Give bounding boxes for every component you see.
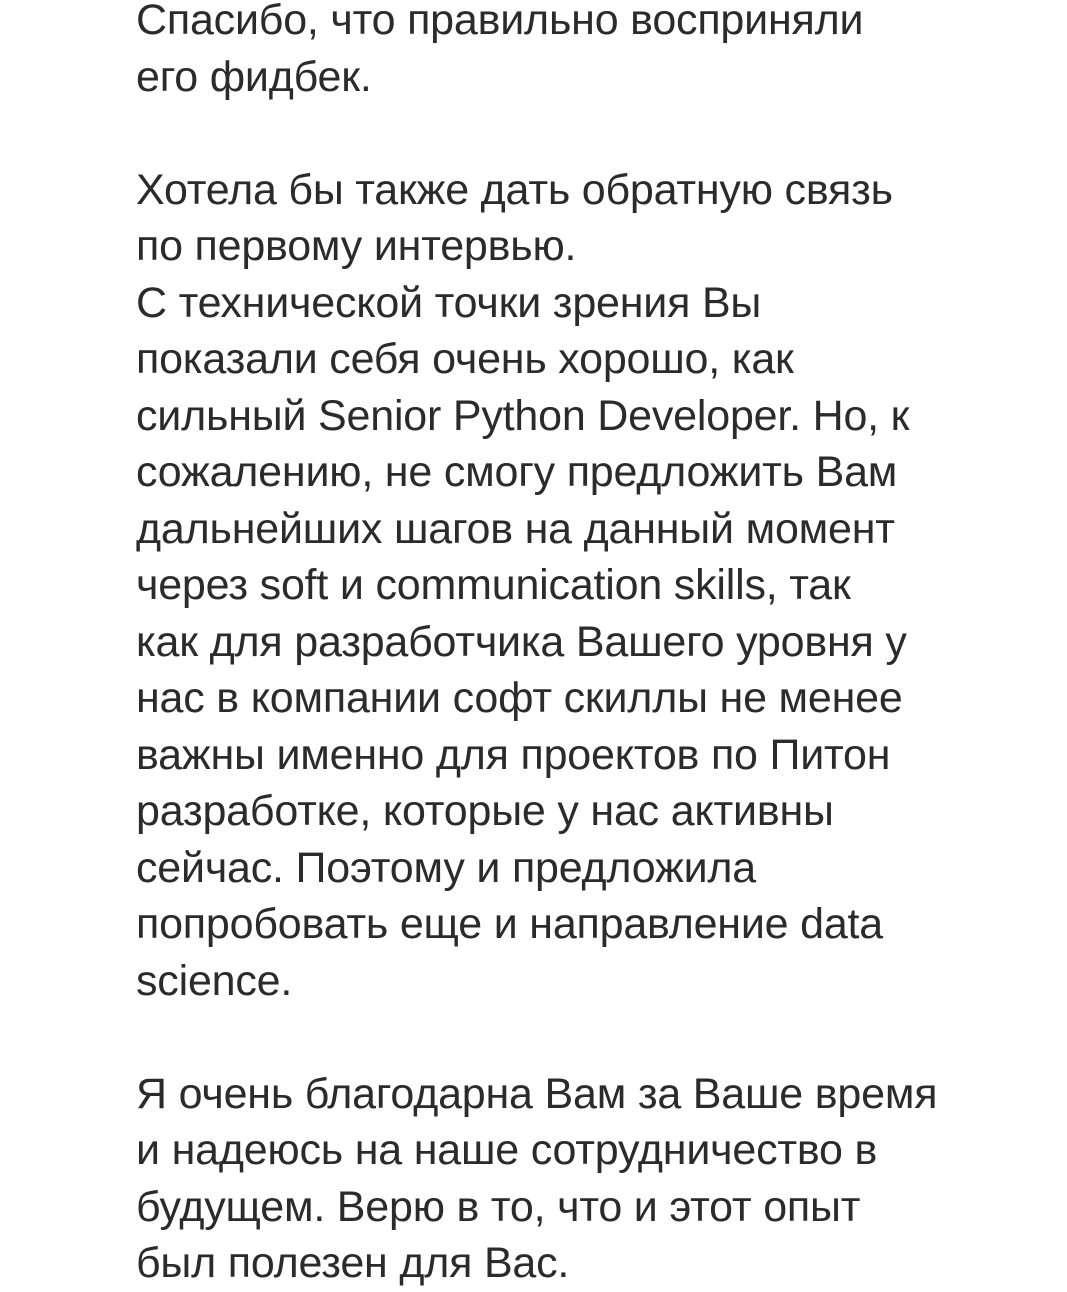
text-line: сейчас. Поэтому и предложила: [136, 843, 756, 892]
text-line: по первому интервью.: [136, 222, 577, 270]
text-line: сожалению, не смогу предложить Вам: [136, 448, 898, 496]
text-line: важны именно для проектов по Питон: [136, 730, 891, 779]
paragraph-feedback: [136, 162, 1016, 1010]
text-line: Я очень благодарна Вам за Ваше время: [136, 1069, 938, 1118]
paragraph-spacer: [136, 105, 1016, 162]
text-line: через soft и communication skills, так: [136, 561, 851, 609]
paragraph-spacer: [136, 1009, 1016, 1066]
text-line: и надеюсь на наше сотрудничество в: [136, 1126, 878, 1174]
text-line: показали себя очень хорошо, как: [136, 335, 794, 383]
text-line: сильный Senior Python Developer. Но, к: [136, 391, 910, 440]
paragraph-closing: [136, 1066, 1016, 1292]
text-line: был полезен для Вас.: [136, 1239, 570, 1287]
text-line: как для разработчика Вашего уровня у: [136, 617, 907, 666]
text-line: С технической точки зрения Вы: [136, 278, 762, 327]
text-line: Спасибо, что правильно восприняли: [136, 0, 864, 44]
text-line: будущем. Верю в то, что и этот опыт: [136, 1182, 861, 1231]
text-line: нас в компании софт скиллы не менее: [136, 674, 903, 722]
text-line: science.: [136, 956, 293, 1005]
paragraph-thanks: [136, 0, 1016, 105]
text-line: попробовать еще и направление data: [136, 900, 884, 948]
text-line: его фидбек.: [136, 52, 372, 101]
text-line: дальнейших шагов на данный момент: [136, 504, 895, 553]
text-line: Хотела бы также дать обратную связь: [136, 165, 893, 214]
message-text: [136, 0, 1016, 1292]
text-line: разработке, которые у нас активны: [136, 787, 834, 835]
